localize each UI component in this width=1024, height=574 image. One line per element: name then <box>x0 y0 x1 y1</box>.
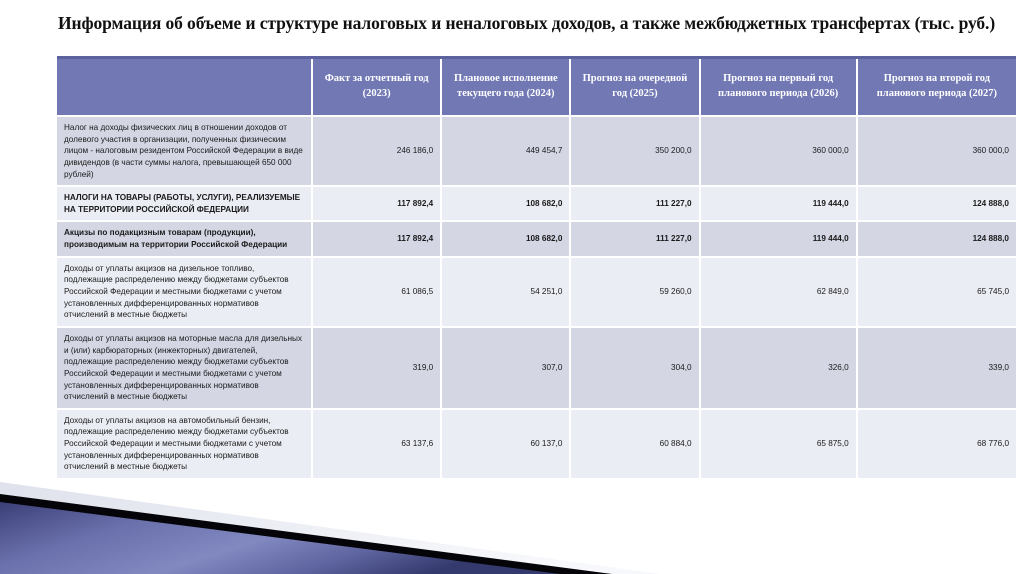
page-title: Информация об объеме и структуре налоговых и неналоговых доходов, а также межбюджетных трансфертах (тыс. руб.) <box>58 13 996 33</box>
row-value: 54 251,0 <box>441 257 570 327</box>
decorative-corner-bands <box>0 480 660 574</box>
row-value: 360 000,0 <box>700 116 857 186</box>
table-header <box>57 58 1016 117</box>
deco-band-blue <box>0 502 560 574</box>
row-value: 65 875,0 <box>700 409 857 479</box>
row-value: 111 227,0 <box>570 221 699 256</box>
column-header-label <box>57 58 312 117</box>
row-label: Акцизы по подакцизным товарам (продукции), производимым на территории Российской Федерации <box>57 221 312 256</box>
income-table-container <box>57 56 1016 480</box>
row-value: 117 892,4 <box>312 221 441 256</box>
row-value: 119 444,0 <box>700 221 857 256</box>
row-label: Доходы от уплаты акцизов на автомобильный бензин, подлежащие распределению между бюджетами субъектов Российской Федерации и местными бюджетами с учетом установленных дифференцированных нормативов отчислений в местные бюджеты <box>57 409 312 479</box>
row-value: 60 137,0 <box>441 409 570 479</box>
row-value: 319,0 <box>312 327 441 409</box>
row-label: Доходы от уплаты акцизов на моторные масла для дизельных и (или) карбюраторных (инжекторных) двигателей, подлежащие распределению между бюджетами субъектов Российской Федерации и местными бюджетами с учетом установленных дифференцированных нормативов отчислений в местные бюджеты <box>57 327 312 409</box>
deco-band-black <box>0 494 612 574</box>
row-value: 304,0 <box>570 327 699 409</box>
row-value: 119 444,0 <box>700 186 857 221</box>
row-value: 68 776,0 <box>857 409 1016 479</box>
table-row <box>57 221 1016 256</box>
row-value: 326,0 <box>700 327 857 409</box>
row-value: 63 137,6 <box>312 409 441 479</box>
row-label: Доходы от уплаты акцизов на дизельное топливо, подлежащие распределению между бюджетами субъектов Российской Федерации и местными бюджетами с учетом установленных дифференцированных нормативов отчислений в местные бюджеты <box>57 257 312 327</box>
row-label: НАЛОГИ НА ТОВАРЫ (РАБОТЫ, УСЛУГИ), РЕАЛИЗУЕМЫЕ НА ТЕРРИТОРИИ РОССИЙСКОЙ ФЕДЕРАЦИИ <box>57 186 312 221</box>
row-value: 60 884,0 <box>570 409 699 479</box>
column-header-forecast-2026: Прогноз на первый год планового периода (2026) <box>700 58 857 117</box>
row-value: 124 888,0 <box>857 186 1016 221</box>
row-label: Налог на доходы физических лиц в отношении доходов от долевого участия в организации, полученных физическим лицом - налоговым резидентом Российской Федерации в виде дивидендов (в части суммы налога, превышающей 650 000 рублей) <box>57 116 312 186</box>
table-row <box>57 116 1016 186</box>
row-value: 339,0 <box>857 327 1016 409</box>
table-header-row <box>57 58 1016 117</box>
deco-band-light <box>0 482 660 574</box>
row-value: 108 682,0 <box>441 221 570 256</box>
row-value: 65 745,0 <box>857 257 1016 327</box>
row-value: 350 200,0 <box>570 116 699 186</box>
table-row <box>57 257 1016 327</box>
row-value: 61 086,5 <box>312 257 441 327</box>
row-value: 360 000,0 <box>857 116 1016 186</box>
column-header-fact-2023: Факт за отчетный год (2023) <box>312 58 441 117</box>
row-value: 449 454,7 <box>441 116 570 186</box>
row-value: 307,0 <box>441 327 570 409</box>
row-value: 124 888,0 <box>857 221 1016 256</box>
row-value: 108 682,0 <box>441 186 570 221</box>
column-header-forecast-2025: Прогноз на очередной год (2025) <box>570 58 699 117</box>
table-body <box>57 116 1016 479</box>
row-value: 59 260,0 <box>570 257 699 327</box>
row-value: 111 227,0 <box>570 186 699 221</box>
row-value: 246 186,0 <box>312 116 441 186</box>
column-header-forecast-2027: Прогноз на второй год планового периода (2027) <box>857 58 1016 117</box>
row-value: 117 892,4 <box>312 186 441 221</box>
table-row <box>57 186 1016 221</box>
column-header-plan-2024: Плановое исполнение текущего года (2024) <box>441 58 570 117</box>
table-row <box>57 409 1016 479</box>
table-row <box>57 327 1016 409</box>
row-value: 62 849,0 <box>700 257 857 327</box>
income-table <box>57 56 1016 480</box>
